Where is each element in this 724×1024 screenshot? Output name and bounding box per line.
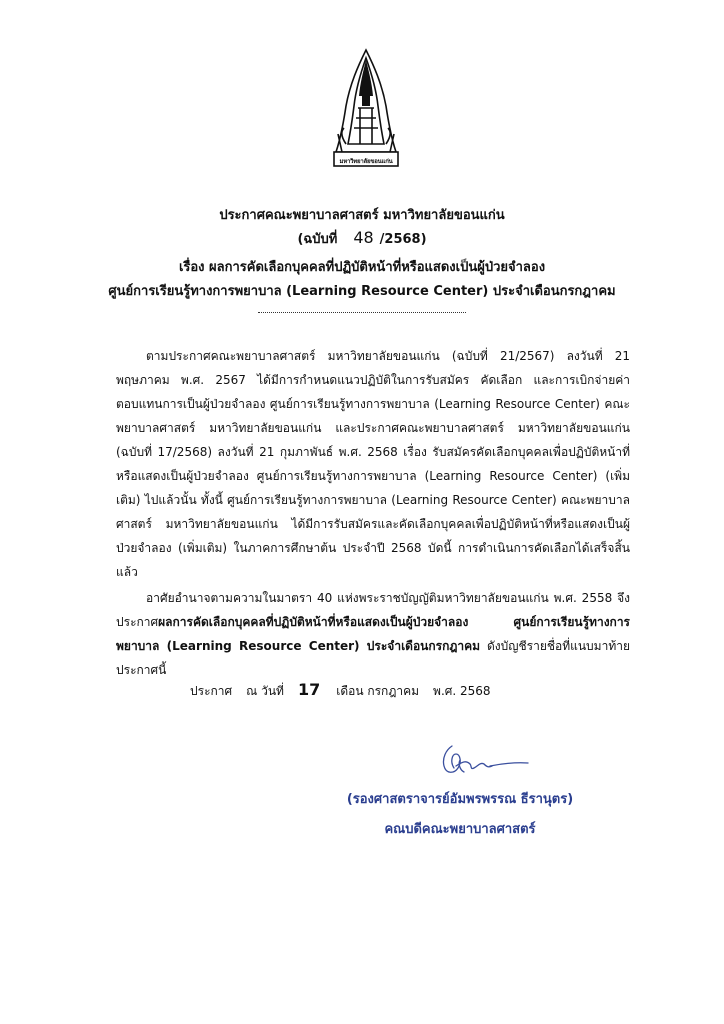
paragraph-2-bold: ผลการคัดเลือกบุคคลที่ปฏิบัติหน้าที่หรือแสดงเป็นผู้ป่วยจำลอง ศูนย์การเรียนรู้ทางการพยาบาล (Learning Resource Center) ประจำเดือนกรกฎาคม xyxy=(116,615,630,653)
dotted-divider xyxy=(258,312,466,313)
number-suffix: /2568) xyxy=(379,232,427,247)
subject-line-2: ศูนย์การเรียนรู้ทางการพยาบาล (Learning Resource Center) ประจำเดือนกรกฎาคม xyxy=(108,284,616,299)
signer-name: (รองศาสตราจารย์อัมพรพรรณ ธีรานุตร) xyxy=(346,792,574,807)
date-day: 17 xyxy=(297,680,321,699)
signature-image xyxy=(430,740,540,780)
announcement-number xyxy=(0,230,724,248)
announcement-title: ประกาศคณะพยาบาลศาสตร์ มหาวิทยาลัยขอนแก่น xyxy=(219,208,505,223)
number-prefix: (ฉบับที่ xyxy=(297,232,338,247)
paragraph-1-text: ตามประกาศคณะพยาบาลศาสตร์ มหาวิทยาลัยขอนแก่น (ฉบับที่ 21/2567) ลงวันที่ 21 พฤษภาคม พ.ศ. 2567 ได้มีการกำหนดแนวปฏิบัติในการรับสมัคร คัดเลือก และการเบิกจ่ายค่าตอบแทนการเป็นผู้ป่วยจำลอง ศูนย์การเรียนรู้ทางการพยาบาล (Learning Resource Center) คณะพยาบาลศาสตร์ มหาวิทยาลัยขอนแก่น และประกาศคณะพยาบาลศาสตร์ มหาวิทยาลัยขอนแก่น (ฉบับที่ 17/2568) ลงวันที่ 21 กุมภาพันธ์ พ.ศ. 2568 เรื่อง รับสมัครคัดเลือกบุคคลเพื่อปฏิบัติหน้าที่หรือแสดงเป็นผู้ป่วยจำลอง ศูนย์การเรียนรู้ทางการพยาบาล (Learning Resource Center) (เพิ่มเติม) ไปแล้วนั้น ทั้งนี้ ศูนย์การเรียนรู้ทางการพยาบาล (Learning Resource Center) คณะพยาบาลศาสตร์ มหาวิทยาลัยขอนแก่น ได้มีการรับสมัครและคัดเลือกบุคคลเพื่อปฏิบัติหน้าที่หรือแสดงเป็นผู้ป่วยจำลอง (เพิ่มเติม) ในภาคการศึกษาต้น ประจำปี 2568 บัดนี้ การดำเนินการคัดเลือกได้เสร็จสิ้นแล้ว xyxy=(116,349,630,579)
date-month: เดือน กรกฎาคม xyxy=(336,684,420,698)
announcement-date xyxy=(190,680,491,701)
date-prefix: ประกาศ xyxy=(190,684,233,698)
body-paragraph-1 xyxy=(116,344,630,584)
signer-title: คณบดีคณะพยาบาลศาสตร์ xyxy=(384,822,536,837)
emblem-caption: มหาวิทยาลัยขอนแก่น xyxy=(339,158,393,165)
paragraph-2-start: อาศัยอำนาจตามความในมาตรา 40 แห่งพระราชบัญญัติมหาวิทยาลัยขอนแก่น พ.ศ. 2558 จึงประกาศ xyxy=(116,591,630,629)
date-year: พ.ศ. 2568 xyxy=(433,684,491,698)
subject-line-1: เรื่อง ผลการคัดเลือกบุคคลที่ปฏิบัติหน้าที่หรือแสดงเป็นผู้ป่วยจำลอง xyxy=(178,260,546,275)
number-value: 48 xyxy=(353,228,374,247)
body-paragraph-2 xyxy=(116,586,630,682)
date-on: ณ วันที่ xyxy=(246,684,284,698)
university-emblem xyxy=(328,48,404,172)
paragraph-2-end: ดังบัญชีรายชื่อที่แนบมาท้ายประกาศนี้ xyxy=(116,639,630,677)
